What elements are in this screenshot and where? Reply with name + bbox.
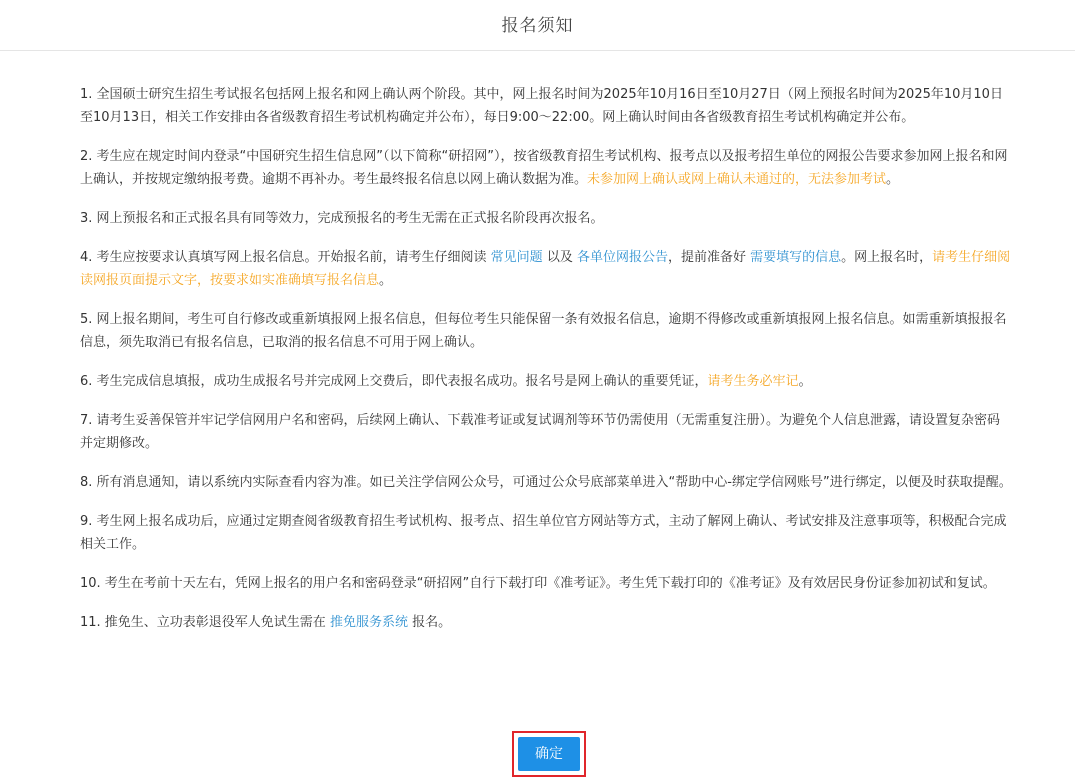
notice-text: 1. 全国硕士研究生招生考试报名包括网上报名和网上确认两个阶段。其中，网上报名时间为2025年10月16日至10月27日（网上预报名时间为2025年10月10日至10月13日，相关工作安排由各省级教育招生考试机构确定并公布），每日9:00～22:00。网上确认时间由各省级教育招生考试机构确定并公布。 (80, 87, 1003, 125)
notice-text: 2. 考生应在规定时间内登录“中国研究生招生信息网”（以下简称“研招网”），按省级教育招生考试机构、报考点以及报考招生单位的网报公告要求参加网上报名和网上确认，并按规定缴纳报考费。逾期不再补办。考生最终报名信息以网上确认数据为准。 (80, 149, 1008, 187)
notice-text: 。 (886, 172, 900, 187)
notice-warning-text: 未参加网上确认或网上确认未通过的，无法参加考试 (587, 172, 887, 187)
notice-item (80, 207, 1012, 230)
notice-text: 8. 所有消息通知，请以系统内实际查看内容为准。如已关注学信网公众号，可通过公众号底部菜单进入“帮助中心-绑定学信网账号”进行绑定，以便及时获取提醒。 (80, 475, 1012, 490)
notice-text: 3. 网上预报名和正式报名具有同等效力，完成预报名的考生无需在正式报名阶段再次报名。 (80, 211, 604, 226)
notice-text: 5. 网上报名期间，考生可自行修改或重新填报网上报名信息，但每位考生只能保留一条有效报名信息，逾期不得修改或重新填报网上报名信息。如需重新填报报名信息，须先取消已有报名信息，已取消的报名信息不可用于网上确认。 (80, 312, 1007, 350)
confirm-button-highlight (512, 731, 586, 777)
confirm-button[interactable]: 确定 (518, 737, 580, 771)
notice-text: 4. 考生应按要求认真填写网上报名信息。开始报名前，请考生仔细阅读 (80, 250, 491, 265)
notice-item (80, 471, 1012, 494)
notice-item (80, 83, 1012, 129)
notice-item (80, 572, 1012, 595)
notice-text: 6. 考生完成信息填报，成功生成报名号并完成网上交费后，即代表报名成功。报名号是网上确认的重要凭证， (80, 374, 708, 389)
notice-item (80, 308, 1012, 354)
notice-link[interactable]: 需要填写的信息 (750, 250, 842, 265)
notice-link[interactable]: 各单位网报公告 (576, 250, 668, 265)
notice-link[interactable]: 推免服务系统 (329, 615, 408, 630)
notice-item (80, 145, 1012, 191)
notice-text: 报名。 (407, 615, 452, 630)
notice-text: 7. 请考生妥善保管并牢记学信网用户名和密码，后续网上确认、下载准考证或复试调剂等环节仍需使用（无需重复注册）。为避免个人信息泄露，请设置复杂密码并定期修改。 (80, 413, 1001, 451)
notice-text: ，提前准备好 (667, 250, 751, 265)
notice-text: 以及 (542, 250, 577, 265)
notice-list (80, 83, 1012, 650)
page-title: 报名须知 (501, 16, 574, 36)
notice-warning-text: 请考生仔细阅读网报页面提示文字，按要求如实准确填写报名信息 (80, 250, 1011, 288)
notice-item (80, 246, 1012, 292)
notice-item (80, 510, 1012, 556)
notice-item (80, 611, 1012, 634)
notice-text: 。网上报名时， (841, 250, 933, 265)
notice-text: 10. 考生在考前十天左右，凭网上报名的用户名和密码登录“研招网”自行下载打印《准考证》。考生凭下载打印的《准考证》及有效居民身份证参加初试和复试。 (80, 576, 996, 591)
notice-warning-text: 请考生务必牢记 (707, 374, 799, 389)
notice-text: 9. 考生网上报名成功后，应通过定期查阅省级教育招生考试机构、报考点、招生单位官方网站等方式，主动了解网上确认、考试安排及注意事项等，积极配合完成相关工作。 (80, 514, 1007, 552)
notice-link[interactable]: 常见问题 (490, 250, 543, 265)
notice-text: 。 (798, 374, 812, 389)
notice-item (80, 409, 1012, 455)
notice-item (80, 370, 1012, 393)
notice-text: 11. 推免生、立功表彰退役军人免试生需在 (80, 615, 330, 630)
notice-text: 。 (379, 273, 393, 288)
page-header (0, 0, 1075, 51)
